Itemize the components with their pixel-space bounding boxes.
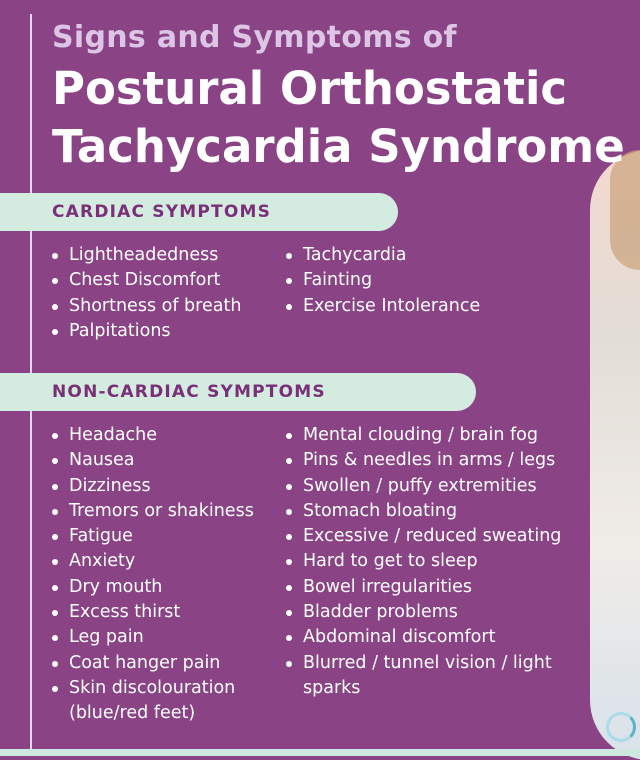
list-item: Tachycardia bbox=[286, 243, 586, 268]
page-title: Postural Orthostatic Tachycardia Syndrome bbox=[52, 62, 625, 173]
non-cardiac-list-right bbox=[286, 423, 576, 701]
list-item: Pins & needles in arms / legs bbox=[286, 448, 576, 473]
list-item: Lightheadedness bbox=[52, 243, 272, 268]
non-cardiac-section-heading bbox=[0, 373, 476, 411]
list-item: Fainting bbox=[286, 268, 586, 293]
cardiac-list-left bbox=[52, 243, 272, 344]
list-item: Mental clouding / brain fog bbox=[286, 423, 576, 448]
list-item: Dizziness bbox=[52, 474, 277, 499]
list-item: Bladder problems bbox=[286, 600, 576, 625]
list-item: Coat hanger pain bbox=[52, 651, 277, 676]
list-item: Palpitations bbox=[52, 319, 272, 344]
list-item: Hard to get to sleep bbox=[286, 549, 576, 574]
list-item: Excessive / reduced sweating bbox=[286, 524, 576, 549]
list-item: Tremors or shakiness bbox=[52, 499, 277, 524]
list-item: Headache bbox=[52, 423, 277, 448]
page-subtitle: Signs and Symptoms of bbox=[52, 20, 457, 55]
list-item: Abdominal discomfort bbox=[286, 625, 576, 650]
non-cardiac-list-left bbox=[52, 423, 277, 727]
list-item: Excess thirst bbox=[52, 600, 277, 625]
list-item: Anxiety bbox=[52, 549, 277, 574]
list-item: Blurred / tunnel vision / light sparks bbox=[286, 651, 576, 702]
list-item: Exercise Intolerance bbox=[286, 294, 586, 319]
non-cardiac-heading-label: NON-CARDIAC SYMPTOMS bbox=[52, 382, 326, 402]
list-item: Stomach bloating bbox=[286, 499, 576, 524]
cardiac-section-heading bbox=[0, 193, 398, 231]
list-item: Nausea bbox=[52, 448, 277, 473]
brand-logo-icon bbox=[606, 712, 636, 742]
bottom-accent-bar bbox=[0, 749, 640, 756]
list-item: Chest Discomfort bbox=[52, 268, 272, 293]
list-item: Skin discolouration (blue/red feet) bbox=[52, 676, 277, 727]
list-item: Fatigue bbox=[52, 524, 277, 549]
list-item: Swollen / puffy extremities bbox=[286, 474, 576, 499]
cardiac-heading-label: CARDIAC SYMPTOMS bbox=[52, 202, 272, 222]
list-item: Leg pain bbox=[52, 625, 277, 650]
list-item: Dry mouth bbox=[52, 575, 277, 600]
cardiac-list-right bbox=[286, 243, 586, 319]
list-item: Shortness of breath bbox=[52, 294, 272, 319]
list-item: Bowel irregularities bbox=[286, 575, 576, 600]
